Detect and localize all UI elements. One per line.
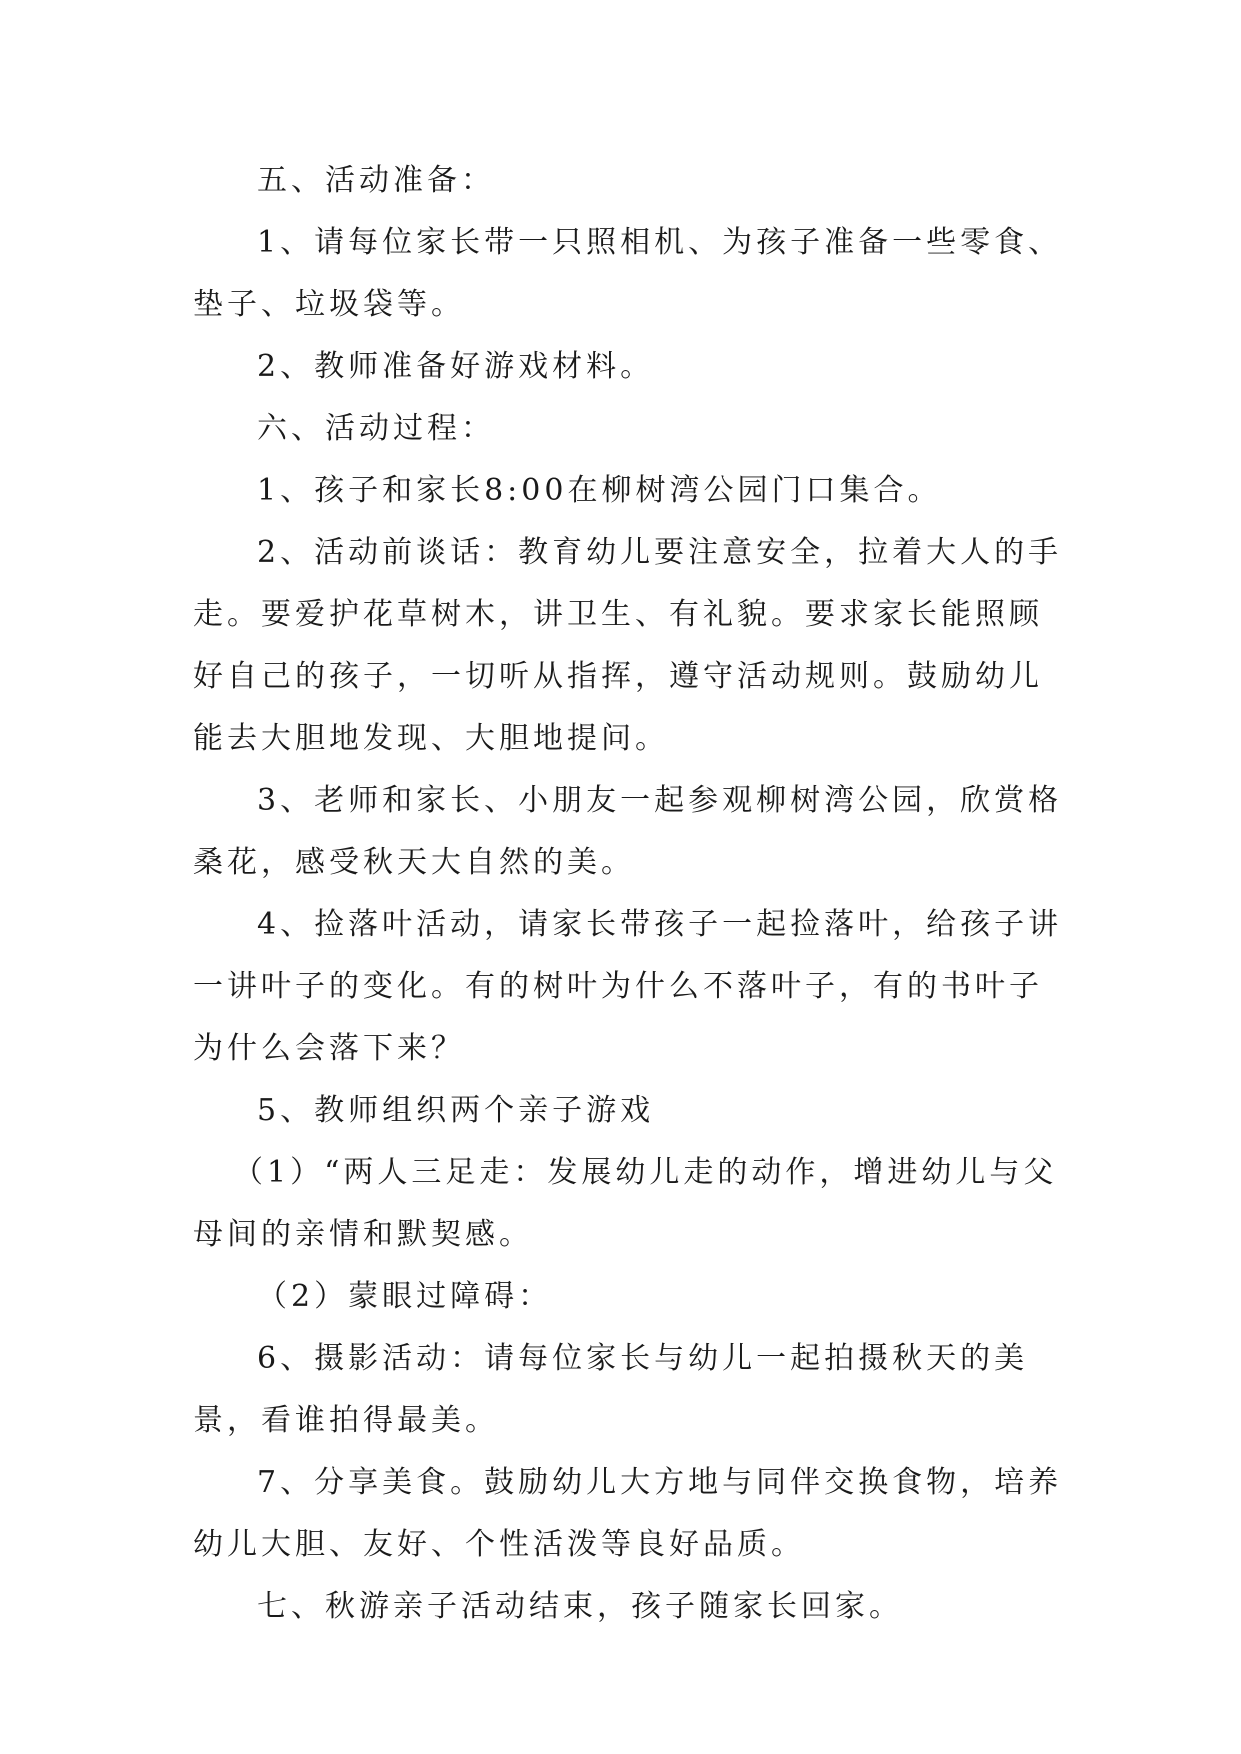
paragraph: 4、捡落叶活动，请家长带孩子一起捡落叶，给孩子讲一讲叶子的变化。有的树叶为什么不落叶子，有的书叶子为什么会落下来？ bbox=[193, 907, 1063, 1066]
section-heading-preparation: 五、活动准备： bbox=[257, 163, 495, 198]
paragraph: 1、孩子和家长8:00在柳树湾公园门口集合。 bbox=[257, 473, 942, 508]
paragraph: 2、教师准备好游戏材料。 bbox=[257, 349, 655, 384]
paragraph: 1、请每位家长带一只照相机、为孩子准备一些零食、垫子、垃圾袋等。 bbox=[193, 225, 1063, 322]
paragraph: 3、老师和家长、小朋友一起参观柳树湾公园，欣赏格桑花，感受秋天大自然的美。 bbox=[193, 783, 1063, 880]
paragraph: 7、分享美食。鼓励幼儿大方地与同伴交换食物，培养幼儿大胆、友好、个性活泼等良好品质。 bbox=[193, 1465, 1063, 1562]
paragraph: 2、活动前谈话：教育幼儿要注意安全，拉着大人的手走。要爱护花草树木，讲卫生、有礼貌。要求家长能照顾好自己的孩子，一切听从指挥，遵守活动规则。鼓励幼儿能去大胆地发现、大胆地提问。 bbox=[193, 535, 1063, 756]
sub-item: （2）蒙眼过障碍： bbox=[257, 1279, 553, 1314]
section-heading-end: 七、秋游亲子活动结束，孩子随家长回家。 bbox=[257, 1589, 903, 1624]
section-heading-process: 六、活动过程： bbox=[257, 411, 495, 446]
paragraph: 6、摄影活动：请每位家长与幼儿一起拍摄秋天的美景，看谁拍得最美。 bbox=[193, 1341, 1029, 1438]
sub-item: （1）“两人三足走：发展幼儿走的动作，增进幼儿与父母间的亲情和默契感。 bbox=[193, 1155, 1058, 1252]
document-body bbox=[193, 150, 1073, 1638]
paragraph: 5、教师组织两个亲子游戏 bbox=[257, 1093, 655, 1128]
